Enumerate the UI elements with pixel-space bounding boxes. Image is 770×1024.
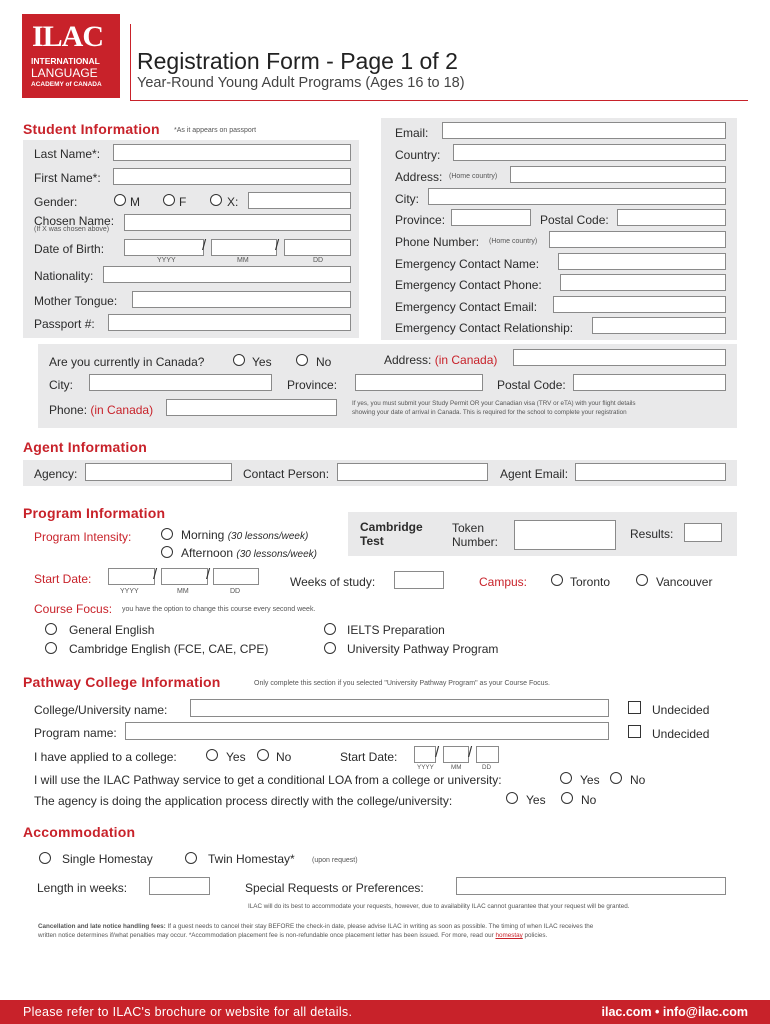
- canada-phone-label: [49, 403, 153, 417]
- chosen-name-note: (If X was chosen above): [34, 226, 110, 233]
- contact-person-field[interactable]: [337, 463, 488, 481]
- canada-phone-field[interactable]: [166, 399, 337, 416]
- canada-address-field[interactable]: [513, 349, 726, 366]
- cancellation-line2: [38, 932, 547, 939]
- address-field[interactable]: [510, 166, 726, 183]
- canada-address-note: (in Canada): [434, 353, 498, 367]
- loa-yes-label: Yes: [580, 773, 600, 787]
- chosen-name-field[interactable]: [124, 214, 351, 231]
- gender-label: Gender:: [34, 195, 78, 209]
- agent-heading: Agent Information: [23, 439, 147, 455]
- postal-code-field[interactable]: [617, 209, 726, 226]
- agent-email-label: Agent Email:: [500, 467, 569, 481]
- start-slash-1: /: [153, 566, 158, 583]
- gender-x-radio[interactable]: [210, 194, 222, 206]
- passport-label: Passport #:: [34, 317, 95, 331]
- weeks-label: Weeks of study:: [290, 575, 376, 589]
- morning-label: [181, 528, 308, 542]
- vancouver-label: Vancouver: [656, 575, 713, 589]
- em-email-label: Emergency Contact Email:: [395, 300, 538, 314]
- in-canada-yes-radio[interactable]: [233, 354, 245, 366]
- course-focus-label: Course Focus:: [34, 602, 113, 616]
- agency-direct-yes-radio[interactable]: [506, 792, 518, 804]
- loa-no-label: No: [630, 773, 646, 787]
- policies-text: policies.: [524, 932, 548, 939]
- results-field[interactable]: [684, 523, 722, 542]
- country-field[interactable]: [453, 144, 726, 161]
- length-weeks-field[interactable]: [149, 877, 210, 895]
- em-email-field[interactable]: [553, 296, 726, 313]
- header-divider: [130, 24, 131, 100]
- canada-city-label: City:: [49, 378, 73, 392]
- logo-line1: INTERNATIONAL: [31, 56, 100, 66]
- logo-line2: LANGUAGE: [31, 66, 98, 80]
- college-name-field[interactable]: [190, 699, 609, 717]
- logo-line3: ACADEMY of CANADA: [31, 81, 102, 88]
- pathway-start-label: Start Date:: [340, 750, 398, 764]
- first-name-field[interactable]: [113, 168, 351, 185]
- afternoon-text: Afternoon: [181, 546, 234, 560]
- passport-field[interactable]: [108, 314, 351, 331]
- ielts-radio[interactable]: [324, 623, 336, 635]
- toronto-radio[interactable]: [551, 574, 563, 586]
- special-requests-label: Special Requests or Preferences:: [245, 881, 424, 895]
- em-rel-label: Emergency Contact Relationship:: [395, 321, 574, 335]
- em-phone-field[interactable]: [560, 274, 726, 291]
- results-label: Results:: [630, 527, 674, 541]
- applied-label: I have applied to a college:: [34, 750, 177, 764]
- dob-label: Date of Birth:: [34, 242, 105, 256]
- college-name-label: College/University name:: [34, 703, 168, 717]
- ielts-label: IELTS Preparation: [347, 623, 445, 637]
- phone-label: Phone Number:: [395, 235, 480, 249]
- contact-person-label: Contact Person:: [243, 467, 330, 481]
- canada-address-label: [384, 353, 497, 367]
- course-focus-note: you have the option to change this course every second week.: [122, 606, 316, 613]
- email-label: Email:: [395, 126, 429, 140]
- logo-wordmark: ILAC: [32, 20, 104, 53]
- morning-note: (30 lessons/week): [227, 531, 309, 542]
- afternoon-radio[interactable]: [161, 546, 173, 558]
- start-month-field[interactable]: [161, 566, 211, 585]
- student-heading: Student Information: [23, 121, 160, 137]
- page-subtitle: Year-Round Young Adult Programs (Ages 16 to 18): [137, 75, 465, 91]
- pathway-slash-1: /: [435, 744, 440, 761]
- passport-note: *As it appears on passport: [174, 127, 257, 134]
- em-name-field[interactable]: [558, 253, 726, 270]
- canada-phone-text: Phone:: [49, 403, 88, 417]
- program-undecided-checkbox[interactable]: [628, 725, 641, 738]
- address-label: Address:: [395, 170, 443, 184]
- gender-m-radio[interactable]: [114, 194, 126, 206]
- pathway-start-year[interactable]: [414, 746, 436, 763]
- twin-homestay-note: (upon request): [312, 857, 358, 864]
- canada-address-text: Address:: [384, 353, 432, 367]
- start-day-field[interactable]: [213, 568, 259, 585]
- city-field[interactable]: [428, 188, 726, 205]
- agency-field[interactable]: [85, 463, 232, 481]
- start-date-label: Start Date:: [34, 572, 92, 586]
- start-mm-hint: MM: [177, 588, 189, 595]
- gender-f-label: F: [179, 195, 187, 209]
- province-field[interactable]: [451, 209, 531, 226]
- applied-no-label: No: [276, 750, 292, 764]
- canada-postal-label: Postal Code:: [497, 378, 566, 392]
- canada-city-field[interactable]: [89, 374, 272, 391]
- program-name-field[interactable]: [125, 722, 609, 740]
- applied-yes-radio[interactable]: [206, 749, 218, 761]
- cambridge-english-radio[interactable]: [45, 642, 57, 654]
- canada-note-line1: If yes, you must submit your Study Permit OR your Canadian visa (TRV or eTA) with your flight details: [352, 400, 636, 407]
- phone-field[interactable]: [549, 231, 726, 248]
- cancellation-text2: written notice determines if/what penalties may occur. *Accommodation placement fee is non-refundable once placement letter has been issued. For more, read our: [38, 932, 494, 939]
- em-name-label: Emergency Contact Name:: [395, 257, 540, 271]
- dob-dd-hint: DD: [313, 257, 324, 264]
- morning-radio[interactable]: [161, 528, 173, 540]
- start-yyyy-hint: YYYY: [120, 588, 139, 595]
- dob-mm-hint: MM: [237, 257, 249, 264]
- start-year-field[interactable]: [108, 566, 158, 585]
- gender-x-field[interactable]: [248, 192, 351, 209]
- program-intensity-label: Program Intensity:: [34, 530, 132, 544]
- gender-f-radio[interactable]: [163, 194, 175, 206]
- morning-text: Morning: [181, 528, 225, 542]
- start-slash-2: /: [206, 566, 211, 583]
- nationality-label: Nationality:: [34, 269, 94, 283]
- mother-tongue-field[interactable]: [132, 291, 351, 308]
- single-homestay-label: Single Homestay: [62, 852, 153, 866]
- last-name-label: Last Name*:: [34, 147, 101, 161]
- canada-province-field[interactable]: [355, 374, 483, 391]
- header-rule: [130, 100, 748, 101]
- pathway-mm-hint: MM: [451, 764, 462, 771]
- ilac-logo: [22, 14, 120, 98]
- mother-tongue-label: Mother Tongue:: [34, 294, 118, 308]
- agency-direct-yes-label: Yes: [526, 793, 546, 807]
- canada-province-label: Province:: [287, 378, 338, 392]
- country-label: Country:: [395, 148, 441, 162]
- canada-phone-note: (in Canada): [90, 403, 154, 417]
- upp-label: University Pathway Program: [347, 642, 499, 656]
- phone-home-note: (Home country): [489, 238, 538, 245]
- city-label: City:: [395, 192, 419, 206]
- general-english-label: General English: [69, 623, 155, 637]
- token-label: Token: [452, 521, 485, 535]
- twin-homestay-label: Twin Homestay*: [208, 852, 295, 866]
- vancouver-radio[interactable]: [636, 574, 648, 586]
- upp-radio[interactable]: [324, 642, 336, 654]
- applied-yes-label: Yes: [226, 750, 246, 764]
- dob-day-field[interactable]: [284, 239, 351, 256]
- program-undecided-label: Undecided: [652, 727, 710, 741]
- dob-yyyy-hint: YYYY: [157, 257, 176, 264]
- pathway-slash-2: /: [468, 744, 473, 761]
- campus-label: Campus:: [479, 575, 528, 589]
- pathway-start-day[interactable]: [476, 746, 499, 763]
- twin-homestay-radio[interactable]: [185, 852, 197, 864]
- in-canada-question: Are you currently in Canada?: [49, 355, 205, 369]
- cambridge-test-label: Test: [360, 534, 384, 548]
- em-phone-label: Emergency Contact Phone:: [395, 278, 542, 292]
- canada-postal-field[interactable]: [573, 374, 726, 391]
- dob-slash-1: /: [202, 237, 207, 254]
- in-canada-no-label: No: [316, 355, 332, 369]
- weeks-field[interactable]: [394, 571, 444, 589]
- length-weeks-label: Length in weeks:: [37, 881, 128, 895]
- nationality-field[interactable]: [103, 266, 351, 283]
- agent-email-field[interactable]: [575, 463, 726, 481]
- program-heading: Program Information: [23, 505, 166, 521]
- special-requests-field[interactable]: [456, 877, 726, 895]
- em-rel-field[interactable]: [592, 317, 726, 334]
- afternoon-label: [181, 546, 317, 560]
- in-canada-no-radio[interactable]: [296, 354, 308, 366]
- agency-direct-no-radio[interactable]: [561, 792, 573, 804]
- footer-right-text[interactable]: ilac.com • info@ilac.com: [601, 1005, 748, 1019]
- dob-month-field[interactable]: [211, 237, 280, 256]
- email-field[interactable]: [442, 122, 726, 139]
- pathway-heading: Pathway College Information: [23, 674, 221, 690]
- footer-left-text: Please refer to ILAC's brochure or website for all details.: [23, 1005, 353, 1019]
- homestay-policy-link[interactable]: homestay: [495, 932, 523, 939]
- pathway-dd-hint: DD: [482, 764, 492, 771]
- address-home-note: (Home country): [449, 173, 498, 180]
- page-title: Registration Form - Page 1 of 2: [137, 48, 458, 74]
- cancellation-line1: [38, 923, 593, 930]
- footer-bar: [0, 1000, 770, 1024]
- afternoon-note: (30 lessons/week): [236, 549, 317, 560]
- agency-direct-label: The agency is doing the application process directly with the college/university:: [34, 794, 453, 808]
- pathway-start-month[interactable]: [443, 746, 469, 763]
- in-canada-yes-label: Yes: [252, 355, 272, 369]
- agency-label: Agency:: [34, 467, 78, 481]
- applied-no-radio[interactable]: [257, 749, 269, 761]
- province-label: Province:: [395, 213, 446, 227]
- pathway-note: Only complete this section if you selected "University Pathway Program" as your Course Focus.: [254, 680, 550, 687]
- token-number-field[interactable]: [514, 520, 616, 550]
- agency-direct-no-label: No: [581, 793, 597, 807]
- postal-code-label: Postal Code:: [540, 213, 609, 227]
- cambridge-label: Cambridge: [360, 520, 423, 534]
- token-number-label: Number:: [452, 535, 499, 549]
- dob-slash-2: /: [275, 237, 280, 254]
- cambridge-english-label: Cambridge English (FCE, CAE, CPE): [69, 642, 269, 656]
- cancellation-text1: If a guest needs to cancel their stay BEFORE the check-in date, please advise ILAC in writing as soon as possible. The timing of when ILAC receives the: [165, 923, 594, 930]
- loa-label: I will use the ILAC Pathway service to get a conditional LOA from a college or university:: [34, 773, 502, 787]
- toronto-label: Toronto: [570, 575, 611, 589]
- gender-x-label: X:: [227, 195, 239, 209]
- cancellation-bold: Cancellation and late notice handling fees:: [38, 923, 166, 930]
- single-homestay-radio[interactable]: [39, 852, 51, 864]
- accom-note: ILAC will do its best to accommodate your requests, however, due to availability ILAC cannot guarantee that your request will be granted.: [248, 903, 630, 910]
- accommodation-heading: Accommodation: [23, 824, 136, 840]
- program-name-label: Program name:: [34, 726, 117, 740]
- college-undecided-label: Undecided: [652, 703, 710, 717]
- loa-no-radio[interactable]: [610, 772, 622, 784]
- general-english-radio[interactable]: [45, 623, 57, 635]
- pathway-yyyy-hint: YYYY: [417, 764, 434, 771]
- gender-m-label: M: [130, 195, 140, 209]
- start-dd-hint: DD: [230, 588, 241, 595]
- dob-year-field[interactable]: [124, 237, 207, 256]
- college-undecided-checkbox[interactable]: [628, 701, 641, 714]
- canada-note-line2: showing your date of arrival in Canada. This is required for the school to complete your registration: [352, 409, 627, 416]
- chosen-name-label: Chosen Name:: [34, 214, 115, 228]
- loa-yes-radio[interactable]: [560, 772, 572, 784]
- last-name-field[interactable]: [113, 144, 351, 161]
- first-name-label: First Name*:: [34, 171, 101, 185]
